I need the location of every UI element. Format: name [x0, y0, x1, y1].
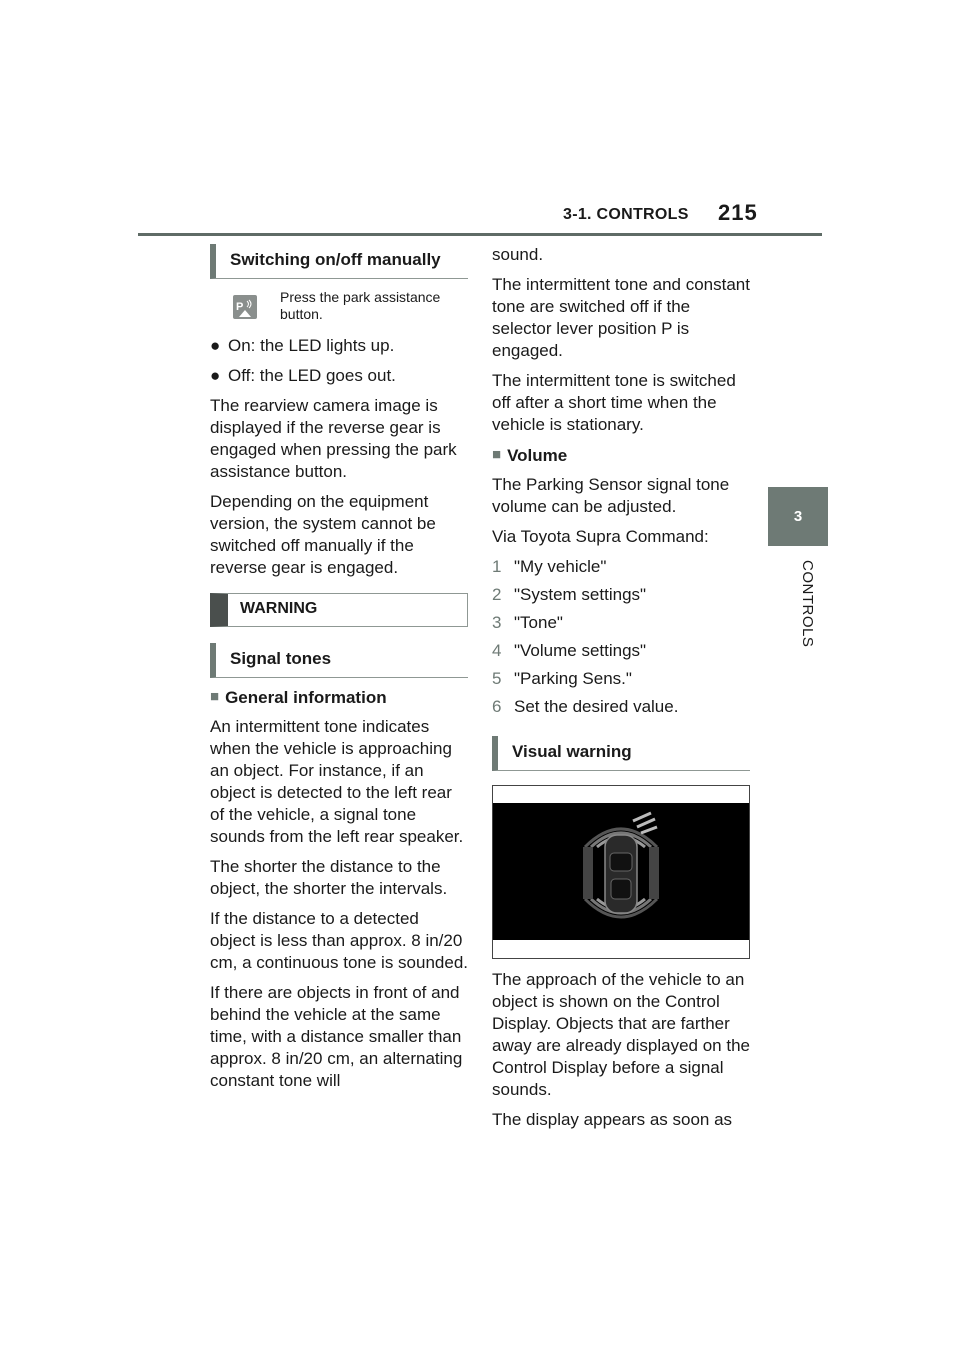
paragraph: If there are objects in front of and behind the vehicle at the same time, with a distance smaller than approx. 8 in/20 cm, an alternating constant tone will: [210, 983, 463, 1090]
paragraph: If the distance to a detected object is less than approx. 8 in/20 cm, a continuous tone is sounded.: [210, 909, 468, 972]
warning-box: WARNING: [210, 593, 468, 627]
paragraph: The display appears as soon as: [492, 1110, 733, 1129]
left-column: [210, 244, 468, 1100]
paragraph: Via Toyota Supra Command:: [492, 527, 709, 546]
control-display-figure: [492, 785, 750, 959]
paragraph: The rearview camera image is displayed if the reverse gear is engaged when pressing the park assistance button.: [210, 396, 457, 481]
page-number: 215: [718, 200, 758, 225]
paragraph: Depending on the equipment version, the system cannot be switched off manually if the reverse gear is engaged.: [210, 492, 436, 577]
step-item: 1 "My vehicle": [492, 557, 607, 576]
bullet-off: ● Off: the LED goes out.: [210, 366, 396, 385]
manual-heading: Switching on/off manually: [210, 244, 468, 279]
general-heading: ■ General information: [210, 688, 387, 707]
step-item: 4 "Volume settings": [492, 641, 647, 660]
paragraph: The intermittent tone is switched off after a short time when the vehicle is stationary.: [492, 371, 736, 434]
svg-text:P: P: [236, 301, 244, 313]
car-top-view-icon: [493, 803, 749, 940]
chapter-label: CONTROLS: [799, 560, 816, 648]
icon-note: Press the park assistance button.: [280, 289, 441, 322]
section-title: 3-1. CONTROLS: [563, 206, 689, 223]
bullet-on: ● On: the LED lights up.: [210, 336, 395, 355]
paragraph: The approach of the vehicle to an object is shown on the Control Display. Objects that are farther away are already displayed on the Control Display before a signal sounds.: [492, 970, 750, 1099]
chapter-tab: 3: [768, 487, 828, 546]
signal-heading: Signal tones: [210, 643, 468, 678]
step-item: 6 Set the desired value.: [492, 697, 679, 716]
icon-row: [210, 289, 468, 323]
paragraph: The Parking Sensor signal tone volume can be adjusted.: [492, 475, 730, 516]
volume-heading: ■ Volume: [492, 446, 568, 465]
park-assist-icon: [233, 295, 257, 319]
paragraph: sound.: [492, 245, 544, 264]
display-screen: [493, 803, 749, 940]
header-rule: [138, 233, 822, 236]
right-column: [492, 244, 750, 1139]
paragraph: An intermittent tone indicates when the vehicle is approaching an object. For instance, if an object is detected to the left rear of the vehicle, a signal tone sounds from the left rear speaker.: [210, 717, 464, 846]
step-item: 2 "System settings": [492, 585, 647, 604]
paragraph: The intermittent tone and constant tone are switched off if the selector lever position P is engaged.: [492, 275, 750, 360]
step-item: 5 "Parking Sens.": [492, 669, 632, 688]
paragraph: The shorter the distance to the object, the shorter the intervals.: [210, 857, 448, 898]
visual-heading: Visual warning: [492, 736, 750, 771]
step-item: 3 "Tone": [492, 613, 563, 632]
